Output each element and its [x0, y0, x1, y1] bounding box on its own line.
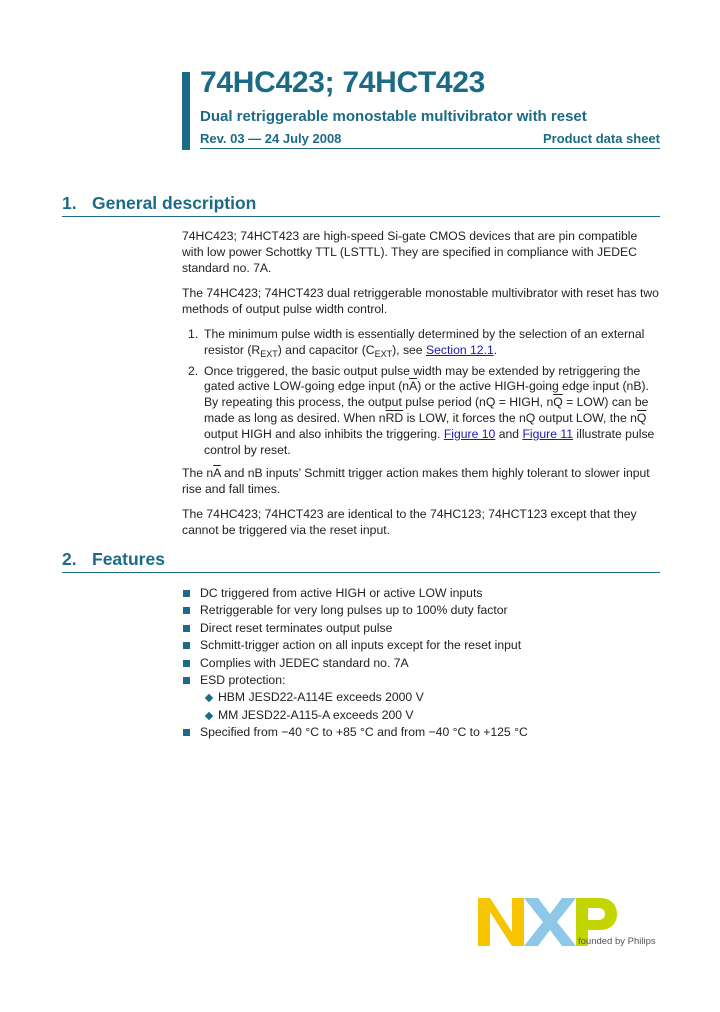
list-item	[182, 672, 662, 689]
list-item	[182, 602, 662, 619]
list-number: 1.	[188, 326, 199, 341]
figure-10-link[interactable]: Figure 10	[443, 426, 496, 441]
text-run: illustrate pulse control by reset.	[204, 426, 655, 457]
square-bullet-icon	[183, 729, 190, 736]
square-bullet-icon	[183, 590, 190, 597]
feature-text: MM JESD22-A115-A exceeds 200 V	[218, 707, 414, 722]
feature-text: Direct reset terminates output pulse	[200, 620, 393, 635]
section-heading-general-description	[62, 193, 660, 214]
figure-11-link[interactable]: Figure 11	[522, 426, 574, 441]
revision-date: Rev. 03 — 24 July 2008	[200, 131, 342, 146]
text-run: output HIGH and also inhibits the triggering.	[204, 426, 444, 441]
overlined-text: $\overline{Q}$	[553, 395, 563, 410]
feature-text: Schmitt-trigger action on all inputs except for the reset input	[200, 638, 522, 653]
overlined-text: $\overline{RD}$	[385, 410, 404, 425]
square-bullet-icon	[183, 660, 190, 667]
overlined-text: $\overline{A}$	[409, 379, 418, 394]
general-description-body	[182, 229, 662, 549]
list-item	[182, 637, 662, 654]
feature-text: Complies with JEDEC standard no. 7A	[200, 655, 409, 670]
diamond-bullet-icon	[205, 694, 213, 702]
text-run: ) and capacitor (C	[277, 342, 375, 357]
text-run: and nB inputs’ Schmitt trigger action makes them highly tolerant to slower input rise and fall times.	[182, 466, 650, 497]
header-accent-bar	[182, 72, 190, 150]
feature-text: Specified from −40 °C to +85 °C and from −40 °C to +125 °C	[200, 725, 528, 740]
feature-text: ESD protection:	[200, 673, 286, 688]
text-run: ), see	[392, 342, 426, 357]
list-item	[182, 620, 662, 637]
logo-tagline: founded by Philips	[578, 936, 656, 947]
text-run: and	[495, 426, 523, 441]
nxp-logo	[476, 894, 666, 954]
overlined-text: $\overline{A}$	[213, 466, 221, 481]
sub-list-item	[182, 707, 662, 724]
subscript: EXT	[374, 348, 393, 359]
sub-list-item	[182, 689, 662, 706]
square-bullet-icon	[183, 607, 190, 614]
square-bullet-icon	[183, 642, 190, 649]
document-title: 74HC423; 74HCT423	[200, 66, 486, 99]
document-type: Product data sheet	[542, 131, 660, 146]
features-list	[182, 585, 662, 742]
feature-text: DC triggered from active HIGH or active LOW inputs	[200, 586, 483, 600]
paragraph	[182, 466, 662, 498]
section-rule	[62, 216, 660, 217]
subscript: EXT	[260, 348, 278, 359]
numbered-list	[182, 327, 662, 458]
list-item	[182, 724, 662, 741]
text-run: ) or the active HIGH-going edge input (nB). By repeating this process, the output pulse period (nQ = HIGH, n	[204, 379, 649, 410]
section-rule	[62, 572, 660, 573]
text-run: = LOW) can be made as long as desired. When n	[204, 395, 649, 425]
paragraph: The 74HC423; 74HCT423 are identical to the 74HC123; 74HCT123 except that they cannot be triggered via the reset input.	[182, 507, 637, 538]
list-item	[182, 327, 662, 359]
header-rule	[200, 148, 660, 149]
list-number: 2.	[188, 363, 199, 378]
overlined-text: $\overline{Q}$	[636, 410, 647, 425]
text-run: is LOW, it forces the nQ output LOW, the n	[403, 410, 637, 425]
diamond-bullet-icon	[205, 712, 213, 720]
text-run: The n	[182, 466, 214, 481]
feature-text: HBM JESD22-A114E exceeds 2000 V	[218, 690, 424, 705]
square-bullet-icon	[183, 625, 190, 632]
list-item	[182, 655, 662, 672]
section-12-1-link[interactable]: Section 12.1	[425, 342, 494, 357]
section-heading-features	[62, 549, 660, 570]
section-title: Features	[92, 549, 165, 569]
paragraph: The 74HC423; 74HCT423 dual retriggerable monostable multivibrator with reset has two methods of output pulse width control.	[182, 285, 659, 316]
section-number: 2.	[62, 549, 77, 569]
list-item	[182, 364, 662, 459]
feature-text: Retriggerable for very long pulses up to 100% duty factor	[200, 603, 508, 618]
section-number: 1.	[62, 193, 77, 213]
section-title: General description	[92, 193, 257, 213]
document-subtitle: Dual retriggerable monostable multivibrator with reset	[200, 108, 587, 125]
square-bullet-icon	[183, 677, 190, 684]
text-run: .	[493, 342, 498, 357]
list-item	[182, 585, 662, 602]
paragraph: 74HC423; 74HCT423 are high-speed Si-gate CMOS devices that are pin compatible with low power Schottky TTL (LSTTL). They are specified in compliance with JEDEC standard no. 7A.	[182, 229, 638, 275]
text-run: The minimum pulse width is essentially determined by the selection of an external resistor (R	[204, 326, 645, 357]
text-run: Once triggered, the basic output pulse width may be extended by retriggering the gated active LOW-going edge input (n	[204, 363, 641, 394]
